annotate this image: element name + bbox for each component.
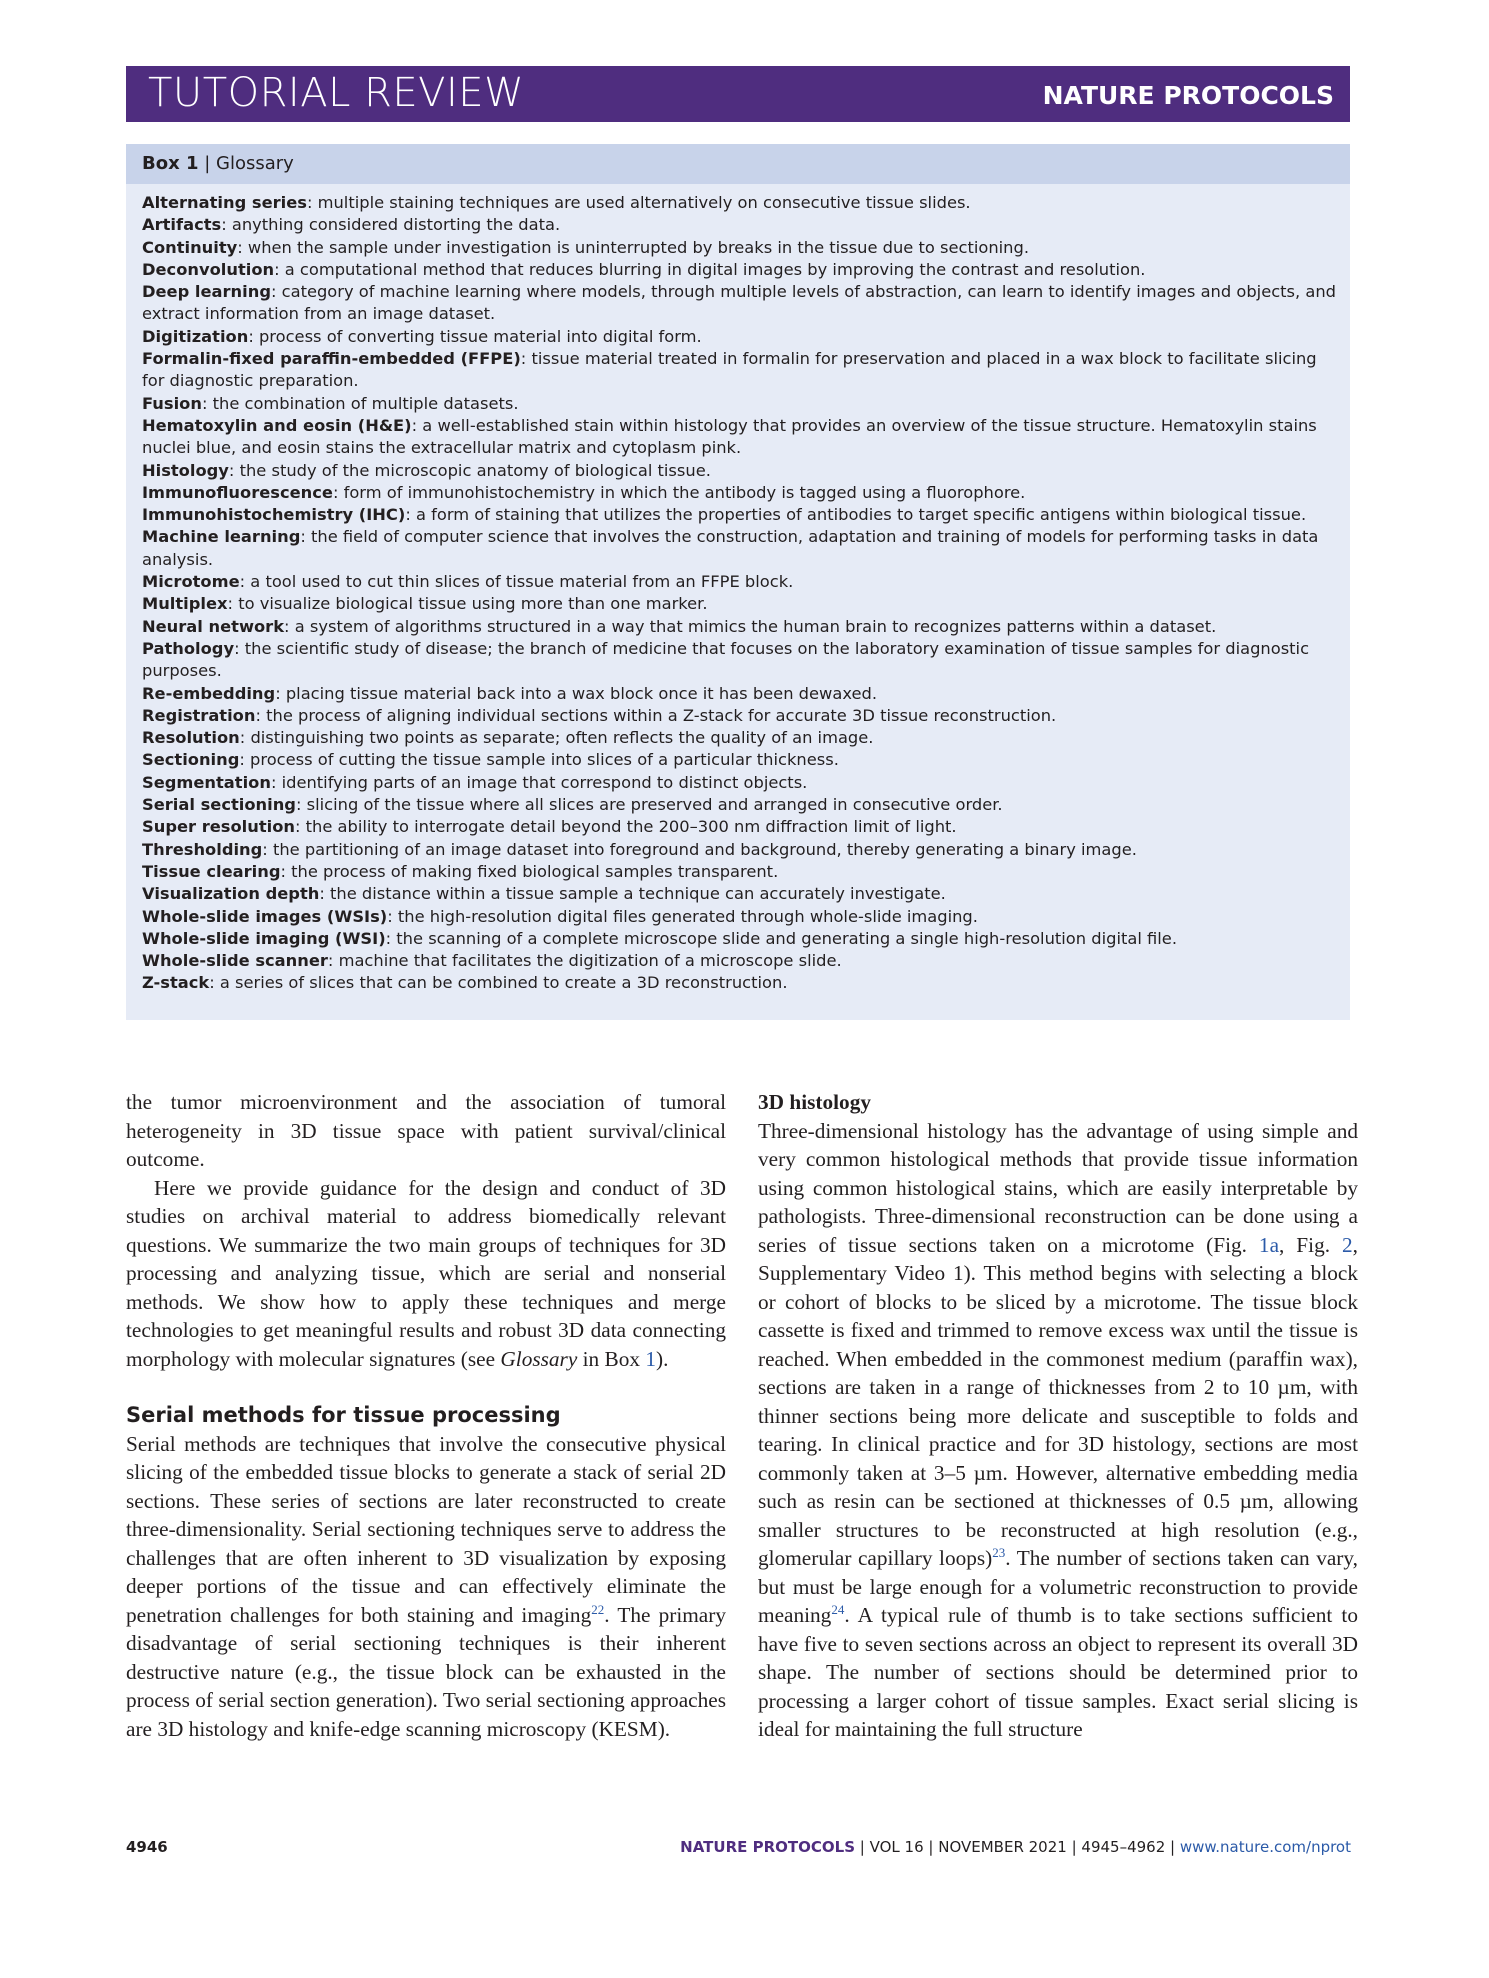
glossary-definition: : multiple staining techniques are used alternatively on consecutive tissue slides.: [306, 193, 971, 212]
text-run: Serial methods are techniques that involve the consecutive physical slicing of the embedded tissue blocks to generate a stack of serial 2D sections. These series of sections are later reconstructed to create three-dimensionality. Serial sectioning techniques serve to address the challenges that are often inherent to 3D visualization by exposing deeper portions of the tissue and can effectively eliminate the penetration challenges for both staining and imaging: [126, 1431, 726, 1627]
paragraph: the tumor microenvironment and the association of tumoral heterogeneity in 3D tissue space with patient survival/clinical outcome.: [126, 1090, 726, 1171]
glossary-definition: : a series of slices that can be combined to create a 3D reconstruction.: [209, 973, 788, 993]
glossary-entry: [142, 794, 1337, 816]
glossary-term: Whole-slide scanner: [142, 951, 328, 971]
paragraph: [126, 1174, 726, 1374]
glossary-entry: [142, 214, 1337, 236]
glossary-entry: [142, 593, 1337, 615]
glossary-entry: [142, 415, 1337, 460]
glossary-box: [126, 144, 1350, 1020]
glossary-entry: [142, 861, 1337, 883]
glossary-term: Immunofluorescence: [142, 482, 333, 502]
glossary-definition: : when the sample under investigation is uninterrupted by breaks in the tissue due to sectioning.: [237, 237, 1030, 257]
glossary-definition: : category of machine learning where models, through multiple levels of abstraction, can learn to identify images and objects, and extract information from an image dataset.: [142, 282, 1337, 324]
footer-sep: |: [923, 1838, 939, 1856]
glossary-term: Registration: [142, 705, 256, 725]
glossary-entry: [142, 772, 1337, 794]
glossary-term: Tissue clearing: [142, 861, 281, 881]
glossary-entry: [142, 816, 1337, 838]
glossary-definition: : a tool used to cut thin slices of tissue material from an FFPE block.: [239, 572, 794, 592]
glossary-term: Sectioning: [142, 750, 240, 770]
glossary-term: Multiplex: [142, 594, 228, 614]
glossary-entry: [142, 839, 1337, 861]
glossary-term: Digitization: [142, 326, 249, 346]
glossary-term: Deep learning: [142, 282, 271, 302]
paragraph: [758, 1117, 1358, 1744]
glossary-definition: : slicing of the tissue where all slices are preserved and arranged in consecutive order.: [295, 795, 1003, 815]
glossary-entry: [142, 616, 1337, 638]
box-title: [142, 153, 294, 174]
glossary-term: Continuity: [142, 237, 238, 257]
glossary-term: Pathology: [142, 638, 235, 658]
glossary-entry: [142, 460, 1337, 482]
glossary-definition: : a system of algorithms structured in a way that mimics the human brain to recognizes patterns within a dataset.: [284, 616, 1217, 636]
box-title-bar: [126, 144, 1350, 184]
text-run: . A typical rule of thumb is to take sections sufficient to have five to seven sections across an object to represent its overall 3D shape. The number of sections should be determined prior to processing a larger cohort of tissue samples. Exact serial slicing is ideal for maintaining the full structure: [758, 1603, 1358, 1741]
glossary-entry: [142, 727, 1337, 749]
glossary-term: Alternating series: [142, 193, 307, 212]
reference-link[interactable]: 22: [591, 1601, 605, 1617]
glossary-term: Serial sectioning: [142, 795, 296, 815]
glossary-definition: : the combination of multiple datasets.: [201, 393, 519, 413]
glossary-definition: : form of immunohistochemistry in which the antibody is tagged using a fluorophore.: [332, 482, 1026, 502]
box-title-text: Glossary: [216, 153, 294, 174]
footer-sep: |: [855, 1838, 870, 1856]
figure-link[interactable]: 2: [1342, 1232, 1353, 1257]
glossary-term: Super resolution: [142, 817, 295, 837]
footer-pages: 4945–4962: [1081, 1838, 1166, 1856]
glossary-entry: [142, 638, 1337, 683]
glossary-definition: : to visualize biological tissue using more than one marker.: [227, 594, 708, 614]
glossary-entry: [142, 526, 1337, 571]
text-run: ).: [656, 1346, 669, 1371]
glossary-definition: : the scanning of a complete microscope slide and generating a single high-resolution digital file.: [385, 928, 1177, 948]
glossary-definition: : anything considered distorting the data.: [221, 215, 561, 235]
footer-volume: VOL 16: [869, 1838, 924, 1856]
header-bar: [126, 66, 1350, 122]
glossary-definition: : the field of computer science that involves the construction, adaptation and training of models for performing tasks in data analysis.: [142, 527, 1319, 569]
footer-sep: |: [1165, 1838, 1180, 1856]
glossary-definition: : the partitioning of an image dataset into foreground and background, thereby generating a binary image.: [262, 839, 1137, 859]
glossary-entry: [142, 281, 1337, 326]
glossary-definition: : identifying parts of an image that correspond to distinct objects.: [270, 772, 808, 792]
glossary-entry: [142, 237, 1337, 259]
text-run: , Supplementary Video 1). This method begins with selecting a block or cohort of blocks to be sliced by a microtome. The tissue block cassette is fixed and trimmed to remove excess wax until the tissue is reached. When embedded in the commonest medium (paraffin wax), sections are taken in a range of thicknesses from 2 to 10 µm, with thinner sections being more delicate and susceptible to folds and tearing. In clinical practice and for 3D histology, sections are most commonly taken at 3–5 µm. However, alternative embedding media such as resin can be sectioned at thicknesses of 0.5 µm, allowing smaller structures to be reconstructed at high resolution (e.g., glomerular capillary loops): [758, 1232, 1358, 1570]
text-run: Three-dimensional histology has the advantage of using simple and very common histological methods that provide tissue information using common histological stains, which are easily interpretable by pathologists. Three-dimensional reconstruction can be done using a series of tissue sections taken on a microtome (Fig.: [758, 1118, 1358, 1257]
journal-url-link[interactable]: www.nature.com/nprot: [1179, 1838, 1351, 1856]
section-label: TUTORIAL REVIEW: [148, 70, 525, 116]
box-separator: |: [198, 153, 217, 174]
glossary-entry: [142, 571, 1337, 593]
glossary-entry: [142, 504, 1337, 526]
reference-link[interactable]: 24: [831, 1601, 845, 1617]
right-column: [758, 1088, 1358, 1744]
glossary-entry: [142, 482, 1337, 504]
glossary-term: Machine learning: [142, 527, 301, 547]
glossary-definition: : the distance within a tissue sample a technique can accurately investigate.: [319, 884, 946, 904]
glossary-term: Histology: [142, 460, 229, 480]
text-run: . The primary disadvantage of serial sectioning techniques is their inherent destructive nature (e.g., the tissue block can be exhausted in the process of serial section generation). Two serial sectioning approaches are 3D histology and knife-edge scanning microscopy (KESM).: [126, 1602, 726, 1741]
glossary-term: Resolution: [142, 728, 240, 748]
glossary-entry: [142, 192, 1337, 214]
glossary-term: Formalin-fixed paraffin-embedded (FFPE): [142, 349, 521, 369]
text-run: in Box: [577, 1346, 646, 1371]
footer-month: NOVEMBER 2021: [938, 1838, 1067, 1856]
text-run: Here we provide guidance for the design and conduct of 3D studies on archival material to address biomedically relevant questions. We summarize the two main groups of techniques for 3D processing and analyzing tissue, which are serial and nonserial methods. We show how to apply these techniques and merge technologies to get meaningful results and robust 3D data connecting morphology with molecular signatures (see: [126, 1175, 726, 1371]
glossary-definition: : machine that facilitates the digitization of a microscope slide.: [327, 951, 842, 971]
glossary-definition: : the study of the microscopic anatomy of biological tissue.: [228, 460, 711, 480]
text-run: , Fig.: [1279, 1232, 1343, 1257]
glossary-term: Artifacts: [142, 215, 222, 235]
glossary-term: Thresholding: [142, 839, 263, 859]
journal-name: NATURE PROTOCOLS: [1042, 81, 1334, 110]
footer-sep: |: [1066, 1838, 1082, 1856]
glossary-entry: [142, 259, 1337, 281]
glossary-entry: [142, 705, 1337, 727]
glossary-term: Neural network: [142, 616, 285, 636]
glossary-definition: : a well-established stain within histology that provides an overview of the tissue structure. Hematoxylin stains nuclei blue, and eosin stains the extracellular matrix and cytoplasm pink.: [142, 415, 1317, 458]
glossary-term: Microtome: [142, 572, 240, 592]
glossary-definition: : process of cutting the tissue sample into slices of a particular thickness.: [239, 750, 839, 770]
glossary-emphasis: Glossary: [500, 1346, 578, 1371]
glossary-entry: [142, 749, 1337, 771]
glossary-definition: : placing tissue material back into a wax block once it has been dewaxed.: [275, 683, 877, 703]
glossary-entry: [142, 326, 1337, 348]
glossary-term: Fusion: [142, 393, 202, 413]
glossary-term: Immunohistochemistry (IHC): [142, 505, 406, 525]
figure-link[interactable]: 1a: [1258, 1232, 1280, 1257]
glossary-term: Whole-slide imaging (WSI): [142, 928, 386, 948]
text-run: . The number of sections taken can vary, but must be large enough for a volumetric reconstruction to provide meaning: [758, 1546, 1358, 1627]
footer-journal: NATURE PROTOCOLS: [680, 1838, 856, 1856]
glossary-definition: : a form of staining that utilizes the properties of antibodies to target specific antigens within biological tissue.: [405, 505, 1307, 525]
glossary-definition: : tissue material treated in formalin for preservation and placed in a wax block to facilitate slicing for diagnostic preparation.: [142, 349, 1317, 391]
glossary-definition: : process of converting tissue material into digital form.: [248, 326, 702, 346]
glossary-entry: [142, 972, 1337, 994]
page-number: 4946: [126, 1838, 168, 1856]
glossary-entry: [142, 683, 1337, 705]
paragraph: [126, 1430, 726, 1744]
box-label: Box 1: [142, 153, 199, 174]
section-heading: 3D histology: [758, 1090, 872, 1114]
box-link[interactable]: 1: [645, 1346, 657, 1371]
glossary-term: Segmentation: [142, 772, 271, 792]
glossary-definition: : the process of aligning individual sections within a Z-stack for accurate 3D tissue reconstruction.: [255, 705, 1057, 725]
footer-citation: [680, 1838, 1351, 1856]
glossary-term: Hematoxylin and eosin (H&E): [142, 415, 412, 435]
glossary-definition: : the ability to interrogate detail beyond the 200–300 nm diffraction limit of light.: [294, 817, 957, 837]
glossary-entry: [142, 393, 1337, 415]
section-heading: Serial methods for tissue processing: [126, 1403, 561, 1427]
glossary-term: Z-stack: [142, 973, 210, 993]
glossary-term: Visualization depth: [142, 884, 320, 904]
glossary-entry: [142, 950, 1337, 972]
glossary-definition: : distinguishing two points as separate; often reflects the quality of an image.: [239, 728, 874, 748]
glossary-definition: : the high-resolution digital files generated through whole-slide imaging.: [387, 906, 978, 926]
glossary-list: [142, 192, 1337, 995]
reference-link[interactable]: 23: [992, 1544, 1006, 1560]
glossary-entry: [142, 906, 1337, 928]
glossary-definition: : the process of making fixed biological samples transparent.: [280, 861, 779, 881]
glossary-entry: [142, 928, 1337, 950]
glossary-term: Re-embedding: [142, 683, 276, 703]
glossary-term: Deconvolution: [142, 259, 275, 279]
glossary-entry: [142, 883, 1337, 905]
glossary-term: Whole-slide images (WSIs): [142, 906, 388, 926]
glossary-definition: : a computational method that reduces blurring in digital images by improving the contrast and resolution.: [274, 259, 1146, 279]
glossary-entry: [142, 348, 1337, 393]
glossary-definition: : the scientific study of disease; the branch of medicine that focuses on the laboratory examination of tissue samples for diagnostic purposes.: [142, 638, 1310, 681]
left-column: [126, 1088, 726, 1743]
